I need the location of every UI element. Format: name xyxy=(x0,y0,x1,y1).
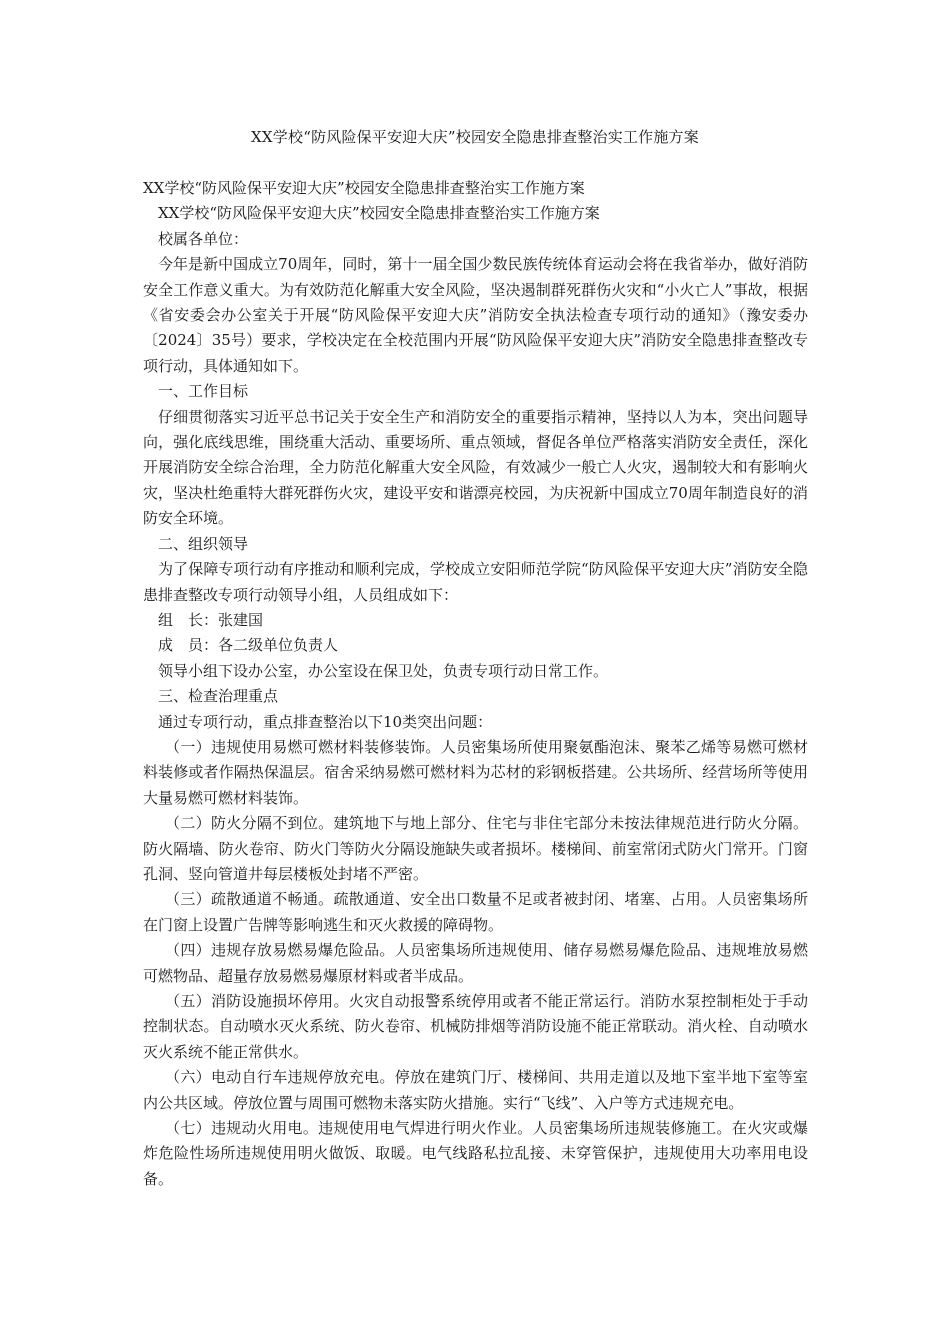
section-heading-focus: 三、检查治理重点 xyxy=(158,687,279,706)
focus-item-3: （三）疏散通道不畅通。疏散通道、安全出口数量不足或者被封闭、堵塞、占用。人员密集场所在门窗上设置广告牌等影响逃生和灭火救援的障碍物。 xyxy=(143,890,808,934)
repeated-title-1: XX学校“防风险保平安迎大庆”校园安全隐患排查整治实工作施方案 xyxy=(143,179,585,197)
leader-line: 组 长：张建国 xyxy=(158,610,264,629)
leadership-paragraph: 为了保障专项行动有序推动和顺利完成，学校成立安阳师范学院“防风险保平安迎大庆”消防安全隐患排查整改专项行动领导小组，人员组成如下： xyxy=(143,560,808,604)
goals-paragraph: 仔细贯彻落实习近平总书记关于安全生产和消防安全的重要指示精神，坚持以人为本，突出问题导向，强化底线思维，围绕重大活动、重要场所、重点领域，督促各单位严格落实消防安全责任，深化开展消防安全综合治理，全力防范化解重大安全风险，有效减少一般亡人火灾，遏制较大和有影响火灾，坚决杜绝重特大群死群伤火灾，建设平安和谐漂亮校园，为庆祝新中国成立70周年制造良好的消防安全环境。 xyxy=(143,407,808,528)
section-heading-goals: 一、工作目标 xyxy=(158,382,249,401)
document-body xyxy=(143,176,808,1192)
members-line: 成 员：各二级单位负责人 xyxy=(158,636,339,655)
focus-intro: 通过专项行动，重点排查整治以下10类突出问题： xyxy=(158,712,493,731)
focus-item-6: （六）电动自行车违规停放充电。停放在建筑门厅、楼梯间、共用走道以及地下室半地下室等室内公共区域。停放位置与周围可燃物未落实防火措施。实行“飞线”、入户等方式违规充电。 xyxy=(143,1068,808,1112)
section-heading-leadership: 二、组织领导 xyxy=(158,534,249,553)
office-line: 领导小组下设办公室，办公室设在保卫处，负责专项行动日常工作。 xyxy=(158,661,609,680)
focus-item-7: （七）违规动火用电。违规使用电气焊进行明火作业。人员密集场所违规装修施工。在火灾或爆炸危险性场所违规使用明火做饭、取暖。电气线路私拉乱接、未穿管保护，违规使用大功率用电设备。 xyxy=(143,1119,808,1188)
focus-item-2: （二）防火分隔不到位。建筑地下与地上部分、住宅与非住宅部分未按法律规范进行防火分隔。防火隔墙、防火卷帘、防火门等防火分隔设施缺失或者损坏。楼梯间、前室常闭式防火门常开。门窗孔洞、竖向管道井每层楼板处封堵不严密。 xyxy=(143,814,808,883)
focus-item-4: （四）违规存放易燃易爆危险品。人员密集场所违规使用、储存易燃易爆危险品、违规堆放易燃可燃物品、超量存放易燃易爆原材料或者半成品。 xyxy=(143,941,808,985)
document-title: XX学校“防风险保平安迎大庆”校园安全隐患排查整治实工作施方案 xyxy=(251,128,699,146)
salutation: 校属各单位： xyxy=(158,229,249,248)
intro-paragraph: 今年是新中国成立70周年，同时，第十一届全国少数民族传统体育运动会将在我省举办，做好消防安全工作意义重大。为有效防范化解重大安全风险，坚决遏制群死群伤火灾和“小火亡人”事故，根据《省安委会办公室关于开展“防风险保平安迎大庆”消防安全执法检查专项行动的通知》（豫安委办〔2024〕35号）要求，学校决定在全校范围内开展“防风险保平安迎大庆”消防安全隐患排查整改专项行动，具体通知如下。 xyxy=(143,255,808,375)
focus-item-1: （一）违规使用易燃可燃材料装修装饰。人员密集场所使用聚氨酯泡沫、聚苯乙烯等易燃可燃材料装修或者作隔热保温层。宿舍采纳易燃可燃材料为芯材的彩钢板搭建。公共场所、经营场所等使用大量易燃可燃材料装饰。 xyxy=(143,737,808,807)
repeated-title-2: XX学校“防风险保平安迎大庆”校园安全隐患排查整治实工作施方案 xyxy=(158,204,600,223)
focus-item-5: （五）消防设施损坏停用。火灾自动报警系统停用或者不能正常运行。消防水泵控制柜处于手动控制状态。自动喷水灭火系统、防火卷帘、机械防排烟等消防设施不能正常联动。消火栓、自动喷水灭火系统不能正常供水。 xyxy=(143,992,808,1061)
